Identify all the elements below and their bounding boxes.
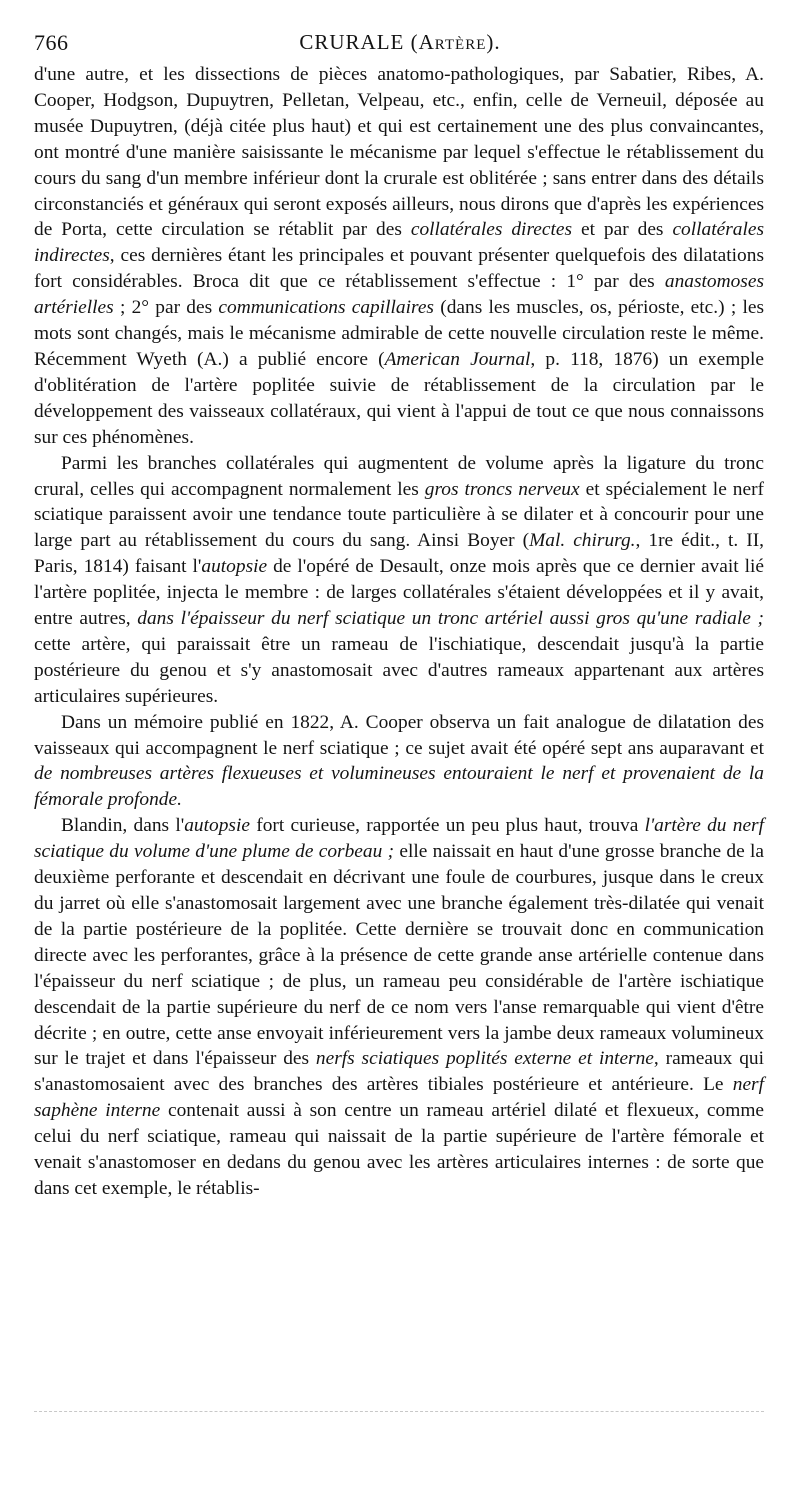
italic-text: American Journal: [384, 348, 531, 370]
text-run: cette artère, qui paraissait être un rameau de l'ischiatique, descendait jusqu'à la partie postérieure du genou et s'y anastomosait avec d'autres rameaux appartenant aux artères articulaires supérieures.: [34, 633, 764, 707]
text-run: Parmi les branches collatérales qui augmentent de volume après la ligature du tronc crural, celles qui accompagnent normalement les: [34, 452, 764, 500]
italic-text: autopsie: [201, 556, 268, 578]
text-run: , p. 118, 1876) un exemple d'oblitération de l'artère poplitée suivie de rétablissement de la circulation par le développement des vaisseaux collatéraux, qui vient à l'appui de tout ce que nous connaissons sur ces phénomènes.: [34, 348, 764, 448]
page-number: 766: [34, 30, 69, 55]
text-run: de l'opéré de Desault, onze mois après que ce dernier avait lié l'artère poplitée, injecta le membre : de larges collatérales s'étaient développées et il y avait, entre autres,: [34, 556, 764, 630]
text-run: (dans les muscles, os, périoste, etc.) ; les mots sont changés, mais le mécanisme admirable de cette nouvelle circulation reste le même. Récemment Wyeth (A.) a publié encore (: [34, 297, 764, 370]
italic-text: dans l'épaisseur du nerf sciatique un tronc artériel aussi gros qu'une radiale ;: [137, 608, 764, 630]
paragraph: [34, 451, 764, 710]
bottom-rule: [34, 1411, 764, 1412]
italic-text: anastomoses artérielles: [34, 271, 764, 319]
running-head-paren-open: (: [404, 30, 419, 54]
italic-text: de nombreuses artères flexueuses et volumineuses entouraient le nerf et provenaient de la fémorale profonde.: [34, 763, 764, 811]
paragraph: [34, 62, 764, 451]
paragraph: [34, 813, 764, 1202]
italic-text: communications capillaires: [218, 297, 434, 319]
text-run: d'une autre, et les dissections de pièces anatomo-pathologiques, par Sabatier, Ribes, A. Cooper, Hodgson, Dupuytren, Pelletan, Velpeau, etc., enfin, celle de Verneuil, déposée au musée Dupuytren, (déjà citée plus haut) et qui est certainement une des plus convaincantes, ont montré d'une manière saisissante le mécanisme par lequel s'effectue le rétablissement du cours du sang d'un membre inférieur dont la crurale est oblitérée ; sans entrer dans des détails circonstanciés et généraux qui seront exposés ailleurs, nous dirons que d'après les expériences de Porta, cette circulation se rétablit par des: [34, 64, 764, 241]
italic-text: gros troncs nerveux: [424, 478, 580, 500]
italic-text: collatérales indirectes: [34, 219, 764, 267]
text-run: , ces dernières étant les principales et pouvant présenter quelquefois des dilatations fort considérables. Broca dit que ce rétablissement s'effectue : 1° par des: [34, 245, 764, 293]
text-run: Blandin, dans l': [61, 815, 185, 837]
italic-text: nerfs sciatiques poplités externe et interne: [315, 1048, 654, 1070]
italic-text: autopsie: [184, 815, 250, 837]
paragraph: [34, 710, 764, 814]
running-head: [34, 30, 766, 55]
running-head-paren-close: ).: [486, 30, 501, 54]
text-run: , 1re édit., t. II, Paris, 1814) faisant l': [34, 530, 764, 578]
running-head-title: CRURALE: [299, 30, 405, 54]
text-run: et par des: [572, 219, 673, 241]
text-run: ; 2° par des: [113, 297, 219, 319]
italic-text: nerf saphène interne: [34, 1074, 764, 1122]
text-run: contenait aussi à son centre un rameau artériel dilaté et flexueux, comme celui du nerf sciatique, rameau qui naissait de la partie supérieure de l'artère fémorale et venait s'anastomoser en dedans du genou avec les artères articulaires internes : de sorte que dans cet exemple, le rétablis-: [34, 1100, 765, 1199]
running-head-subtitle: Artère: [418, 30, 487, 54]
text-run: fort curieuse, rapportée un peu plus haut, trouva: [249, 815, 645, 837]
text-run: , rameaux qui s'anastomosaient avec des branches des artères tibiales postérieure et antérieure. Le: [34, 1048, 764, 1096]
text-run: elle naissait en haut d'une grosse branche de la deuxième perforante et descendait en décrivant une foule de courbures, jusque dans le creux du jarret où elle s'anastomosait largement avec une branche également très-dilatée qui venait de la partie postérieure de la poplitée. Cette dernière se trouvait donc en communication directe avec les perforantes, grâce à la présence de cette grande anse artérielle contenue dans l'épaisseur du nerf sciatique ; de plus, un rameau peu considérable de l'artère ischiatique descendait de la partie supérieure du nerf de ce nom vers l'anse remarquable qui vient d'être décrite ; en outre, cette anse envoyait inférieurement vers la jambe deux rameaux volumineux sur le trajet et dans l'épaisseur des: [34, 841, 764, 1070]
italic-text: l'artère du nerf sciatique du volume d'une plume de corbeau ;: [34, 815, 764, 863]
text-run: et spécialement le nerf sciatique paraissent avoir une tendance toute particulière à se dilater et à concourir pour une large part au rétablissement du cours du sang. Ainsi Boyer (: [34, 478, 765, 552]
page-header: [34, 30, 766, 62]
italic-text: collatérales directes: [410, 219, 573, 241]
text-run: Dans un mémoire publié en 1822, A. Cooper observa un fait analogue de dilatation des vaisseaux qui accompagnent le nerf sciatique ; ce sujet avait été opéré sept ans auparavant et: [34, 711, 764, 759]
italic-text: Mal. chirurg.: [529, 530, 636, 552]
body-text: [34, 62, 764, 1202]
